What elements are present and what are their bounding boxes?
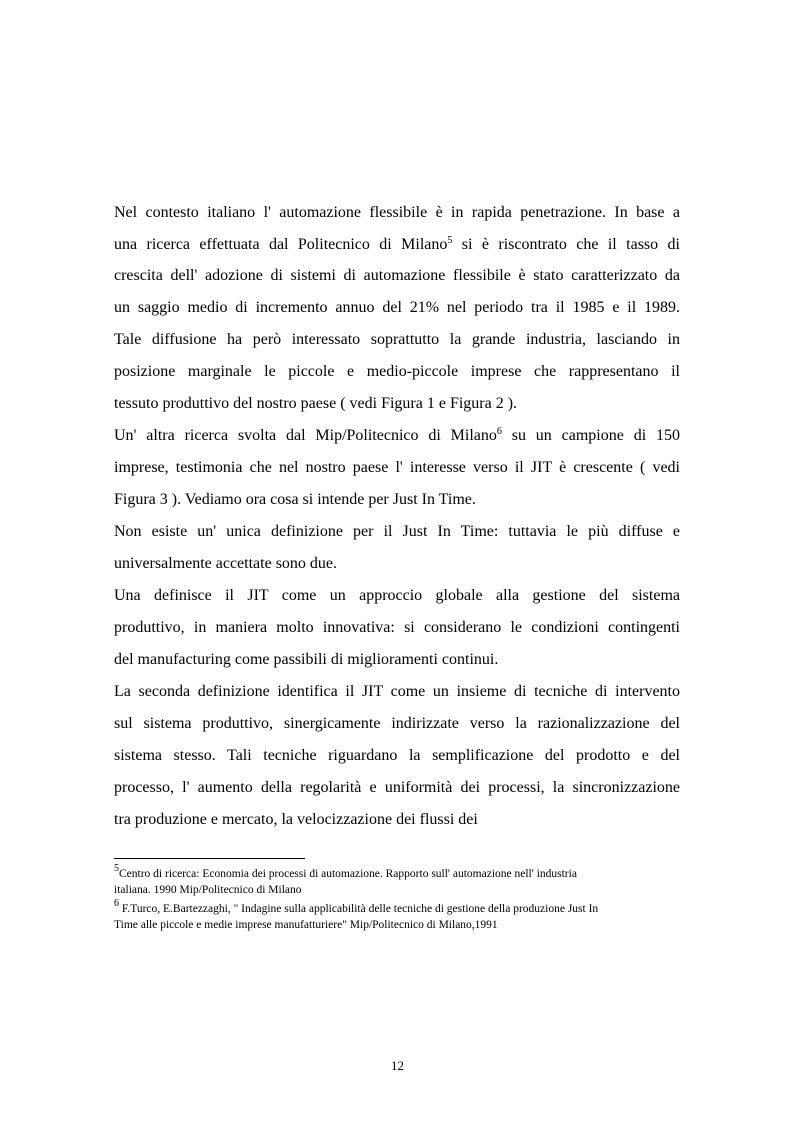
footnote-ref-5: 5 [447, 235, 453, 246]
footnote-6: $^6$ F.Turco, E.Bartezzaghi, " Indagine sulla applicabilità delle tecniche di gestione della produzione Just In [114, 898, 599, 915]
body-line: sul sistema produttivo, sinergicamente indirizzate verso la razionalizzazione del [114, 715, 680, 732]
body-line: Nel contesto italiano l' automazione flessibile è in rapida penetrazione. In base a [114, 204, 680, 221]
body-line: Una definisce il JIT come un approccio globale alla gestione del sistema [114, 587, 680, 604]
body-line: Tale diffusione ha però interessato soprattutto la grande industria, lasciando in [114, 331, 680, 348]
body-line: posizione marginale le piccole e medio-piccole imprese che rappresentano il [114, 363, 680, 380]
footnote-5-continued: italiana. 1990 Mip/Politecnico di Milano [114, 884, 302, 896]
body-line: universalmente accettate sono due. [114, 555, 338, 572]
body-line: produttivo, in maniera molto innovativa: si considerano le condizioni contingenti [114, 619, 680, 636]
body-line: una ricerca effettuata dal Politecnico di Milano$^5$ si è riscontrato che il tasso di [114, 235, 681, 253]
body-line: tra produzione e mercato, la velocizzazione dei flussi dei [114, 811, 478, 828]
footnote-6-continued: Time alle piccole e medie imprese manufatturiere" Mip/Politecnico di Milano,1991 [114, 919, 498, 931]
body-line: Figura 3 ). Vediamo ora cosa si intende per Just In Time. [114, 491, 476, 508]
page-number: 12 [391, 1058, 404, 1073]
footnote-5: $^5$Centro di ricerca: Economia dei processi di automazione. Rapporto sull' automazione nell' industria [114, 863, 577, 880]
body-line: Non esiste un' unica definizione per il Just In Time: tuttavia le più diffuse e [114, 523, 680, 540]
body-line: Un' altra ricerca svolta dal Mip/Politecnico di Milano$^6$ su un campione di 150 [114, 426, 680, 444]
body-line: sistema stesso. Tali tecniche riguardano la semplificazione del prodotto e del [114, 747, 680, 764]
body-line: del manufacturing come passibili di miglioramenti continui. [114, 651, 499, 668]
body-line: crescita dell' adozione di sistemi di automazione flessibile è stato caratterizzato da [114, 267, 680, 284]
footnote-number: 5 [114, 863, 119, 874]
body-line: tessuto produttivo del nostro paese ( vedi Figura 1 e Figura 2 ). [114, 395, 518, 412]
body-line: imprese, testimonia che nel nostro paese l' interesse verso il JIT è crescente ( vedi [114, 459, 680, 476]
footnote-separator [114, 858, 305, 859]
footnote-ref-6: 6 [496, 426, 502, 437]
footnote-number: 6 [114, 898, 119, 909]
body-line: un saggio medio di incremento annuo del 21% nel periodo tra il 1985 e il 1989. [114, 299, 680, 316]
body-line: processo, l' aumento della regolarità e uniformità dei processi, la sincronizzazione [114, 779, 680, 796]
body-line: La seconda definizione identifica il JIT come un insieme di tecniche di intervento [114, 683, 680, 700]
